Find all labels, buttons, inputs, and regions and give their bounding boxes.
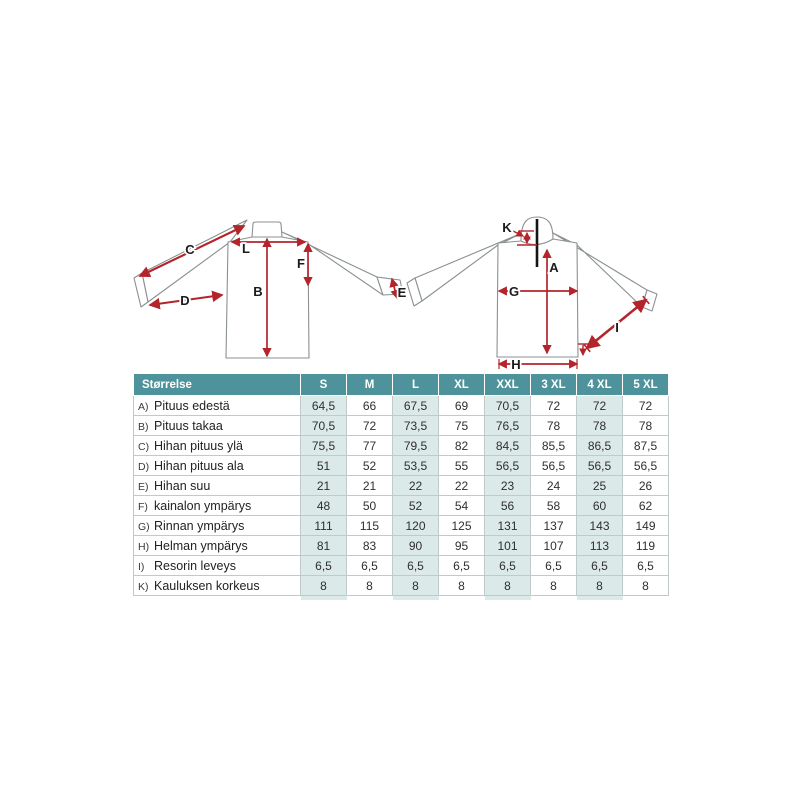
measure-label-k: K [502,220,512,235]
cell-d-s: 51 [301,456,347,476]
cell-a-3xl: 72 [531,396,577,416]
row-letter: I) [138,560,145,573]
table-row-d [134,456,669,476]
cell-b-s: 70,5 [301,416,347,436]
row-letter: D) [138,460,150,473]
cell-b-xl: 75 [439,416,485,436]
row-name: Rinnan ympärys [154,518,245,533]
measurement-diagrams [130,193,680,379]
row-letter: B) [138,420,149,433]
table-row-e [134,476,669,496]
cell-d-xl: 55 [439,456,485,476]
row-letter: A) [138,400,149,413]
cell-i-4xl: 6,5 [577,556,623,576]
row-label-cell [134,496,301,516]
measure-label-e: E [397,285,407,300]
row-label-cell [134,456,301,476]
row-letter: K) [138,580,149,593]
cell-b-m: 72 [347,416,393,436]
row-letter: G) [138,520,150,533]
column-header-xxl: XXL [485,374,531,396]
measure-label-g: G [508,284,520,299]
cell-i-3xl: 6,5 [531,556,577,576]
cell-a-m: 66 [347,396,393,416]
cell-d-3xl: 56,5 [531,456,577,476]
row-label-cell [134,396,301,416]
cell-h-l: 90 [393,536,439,556]
cell-i-xl: 6,5 [439,556,485,576]
column-header-s: S [301,374,347,396]
cell-b-xxl: 76,5 [485,416,531,436]
table-row-i [134,556,669,576]
row-letter: E) [138,480,149,493]
table-row-k [134,576,669,596]
cell-b-3xl: 78 [531,416,577,436]
cell-d-l: 53,5 [393,456,439,476]
shade-tail-cell [134,596,301,601]
cell-h-xl: 95 [439,536,485,556]
row-name: Resorin leveys [154,558,236,573]
cell-a-xxl: 70,5 [485,396,531,416]
cell-a-l: 67,5 [393,396,439,416]
table-row-g [134,516,669,536]
measure-label-c: C [185,242,195,257]
cell-g-s: 111 [301,516,347,536]
cell-g-3xl: 137 [531,516,577,536]
row-letter: F) [138,500,148,513]
size-header-label: Størrelse [134,374,301,396]
size-table [133,373,669,600]
cell-a-4xl: 72 [577,396,623,416]
cell-g-xxl: 131 [485,516,531,536]
cell-h-xxl: 101 [485,536,531,556]
cell-a-5xl: 72 [623,396,669,416]
shade-tail-cell [301,596,347,601]
cell-e-4xl: 25 [577,476,623,496]
row-name: Helman ympärys [154,538,248,553]
cell-k-xl: 8 [439,576,485,596]
cell-d-4xl: 56,5 [577,456,623,476]
column-header-l: L [393,374,439,396]
jacket-front-diagram [407,217,657,357]
shade-tail-cell [347,596,393,601]
size-table-header-row [134,374,669,396]
cell-k-m: 8 [347,576,393,596]
table-row-c [134,436,669,456]
cell-i-s: 6,5 [301,556,347,576]
column-header-m: M [347,374,393,396]
table-row-h [134,536,669,556]
cell-k-xxl: 8 [485,576,531,596]
cell-g-l: 120 [393,516,439,536]
cell-f-xxl: 56 [485,496,531,516]
column-header-4xl: 4 XL [577,374,623,396]
measure-label-b: B [253,284,263,299]
shade-tail-cell [393,596,439,601]
cell-g-xl: 125 [439,516,485,536]
cell-c-xxl: 84,5 [485,436,531,456]
cell-e-3xl: 24 [531,476,577,496]
cell-e-s: 21 [301,476,347,496]
cell-d-xxl: 56,5 [485,456,531,476]
size-table-body [134,396,669,601]
row-label-cell [134,476,301,496]
cell-k-l: 8 [393,576,439,596]
cell-h-m: 83 [347,536,393,556]
cell-k-4xl: 8 [577,576,623,596]
shade-tail-cell [485,596,531,601]
cell-k-3xl: 8 [531,576,577,596]
cell-a-s: 64,5 [301,396,347,416]
cell-i-l: 6,5 [393,556,439,576]
shade-tail-cell [577,596,623,601]
measure-label-h: H [511,357,521,372]
cell-d-5xl: 56,5 [623,456,669,476]
cell-f-l: 52 [393,496,439,516]
cell-i-5xl: 6,5 [623,556,669,576]
cell-e-xl: 22 [439,476,485,496]
cell-d-m: 52 [347,456,393,476]
row-name: Pituus edestä [154,398,230,413]
row-label-cell [134,556,301,576]
measure-label-a: A [549,260,559,275]
row-letter: H) [138,540,150,553]
cell-a-xl: 69 [439,396,485,416]
column-header-3xl: 3 XL [531,374,577,396]
row-name: kainalon ympärys [154,498,252,513]
row-name: Hihan suu [154,478,211,493]
cell-e-m: 21 [347,476,393,496]
cell-c-s: 75,5 [301,436,347,456]
measure-label-l: L [242,241,250,256]
cell-g-5xl: 149 [623,516,669,536]
cell-k-s: 8 [301,576,347,596]
table-row-a [134,396,669,416]
cell-e-5xl: 26 [623,476,669,496]
row-name: Hihan pituus ylä [154,438,243,453]
cell-g-4xl: 143 [577,516,623,536]
measure-label-d: D [180,293,190,308]
cell-f-m: 50 [347,496,393,516]
shade-tail-cell [439,596,485,601]
row-label-cell [134,416,301,436]
row-label-cell [134,576,301,596]
cell-b-4xl: 78 [577,416,623,436]
cell-h-3xl: 107 [531,536,577,556]
cell-f-4xl: 60 [577,496,623,516]
back-collar [252,222,282,237]
row-name: Pituus takaa [154,418,223,433]
row-name: Kauluksen korkeus [154,578,260,593]
cell-k-5xl: 8 [623,576,669,596]
cell-c-l: 79,5 [393,436,439,456]
column-header-5xl: 5 XL [623,374,669,396]
cell-b-l: 73,5 [393,416,439,436]
row-letter: C) [138,440,150,453]
measure-label-i: I [615,320,619,335]
cell-c-4xl: 86,5 [577,436,623,456]
cell-c-xl: 82 [439,436,485,456]
measure-label-f: F [297,256,305,271]
cell-h-5xl: 119 [623,536,669,556]
cell-h-4xl: 113 [577,536,623,556]
shade-tail-cell [531,596,577,601]
cell-i-xxl: 6,5 [485,556,531,576]
cell-f-3xl: 58 [531,496,577,516]
cell-c-5xl: 87,5 [623,436,669,456]
table-row-b [134,416,669,436]
cell-f-5xl: 62 [623,496,669,516]
row-name: Hihan pituus ala [154,458,244,473]
cell-i-m: 6,5 [347,556,393,576]
row-label-cell [134,516,301,536]
cell-g-m: 115 [347,516,393,536]
shade-tail-cell [623,596,669,601]
shade-tail-row [134,596,669,601]
jacket-back-diagram [134,220,403,358]
column-header-xl: XL [439,374,485,396]
cell-c-m: 77 [347,436,393,456]
table-row-f [134,496,669,516]
cell-f-s: 48 [301,496,347,516]
row-label-cell [134,536,301,556]
cell-b-5xl: 78 [623,416,669,436]
cell-e-xxl: 23 [485,476,531,496]
cell-e-l: 22 [393,476,439,496]
row-label-cell [134,436,301,456]
cell-h-s: 81 [301,536,347,556]
cell-c-3xl: 85,5 [531,436,577,456]
cell-f-xl: 54 [439,496,485,516]
